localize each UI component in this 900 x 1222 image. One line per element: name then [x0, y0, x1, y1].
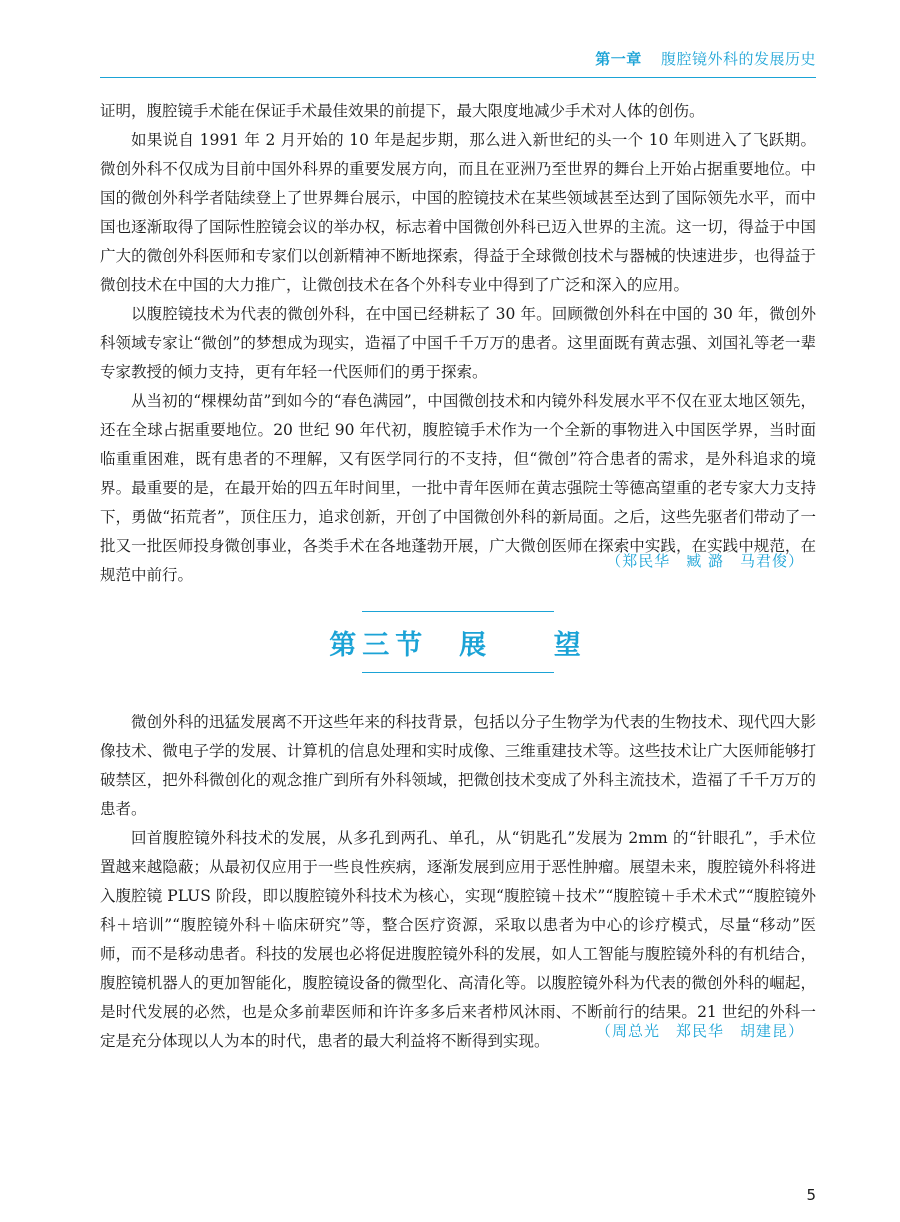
running-header: [595, 48, 816, 69]
header-rule: [100, 77, 816, 78]
author-signature: （周总光 郑民华 胡建昆）: [595, 1022, 804, 1040]
paragraph: 以腹腔镜技术为代表的微创外科，在中国已经耕耘了 30 年。回顾微创外科在中国的 30 年，微创外科领域专家让“微创”的梦想成为现实，造福了中国千千万万的患者。这里面既有黄志强、刘国礼等老一辈专家教授的倾力支持，更有年轻一代医师们的勇于探索。: [100, 305, 816, 381]
section-3-body: [100, 708, 816, 1056]
chapter-title: 腹腔镜外科的发展历史: [660, 50, 816, 68]
page-number: 5: [806, 1186, 816, 1204]
section-title: 第三节 展 望: [329, 629, 587, 661]
paragraph: 证明，腹腔镜手术能在保证手术最佳效果的前提下，最大限度地减少手术对人体的创伤。: [100, 102, 705, 120]
section-title-box: [329, 611, 587, 673]
paragraph: 从当初的“棵棵幼苗”到如今的“春色满园”，中国微创技术和内镜外科发展水平不仅在亚太地区领先，还在全球占据重要地位。20 世纪 90 年代初，腹腔镜手术作为一个全新的事物进入中国医学界，当时面临重重困难，既有患者的不理解，又有医学同行的不支持，但“微创”符合患者的需求，是外科追求的境界。最重要的是，在最开始的四五年时间里，一批中青年医师在黄志强院士等德高望重的老专家大力支持下，勇做“拓荒者”，顶住压力，追求创新，开创了中国微创外科的新局面。之后，这些先驱者们带动了一批又一批医师投身微创事业，各类手术在各地蓬勃开展，广大微创医师在探索中实践，在实践中规范，在规范中前行。: [100, 392, 816, 584]
paragraph: 回首腹腔镜外科技术的发展，从多孔到两孔、单孔，从“钥匙孔”发展为 2mm 的“针眼孔”，手术位置越来越隐蔽；从最初仅应用于一些良性疾病，逐渐发展到应用于恶性肿瘤。展望未来，腹腔镜外科将进入腹腔镜 PLUS 阶段，即以腹腔镜外科技术为核心，实现“腹腔镜＋技术”“腹腔镜＋手术术式”“腹腔镜外科＋培训”“腹腔镜外科＋临床研究”等，整合医疗资源，采取以患者为中心的诊疗模式，尽量“移动”医师，而不是移动患者。科技的发展也必将促进腹腔镜外科的发展，如人工智能与腹腔镜外科的有机结合，腹腔镜机器人的更加智能化，腹腔镜设备的微型化、高清化等。以腹腔镜外科为代表的微创外科的崛起，是时代发展的必然，也是众多前辈医师和许许多多后来者栉风沐雨、不断前行的结果。21 世纪的外科一定是充分体现以人为本的时代，患者的最大利益将不断得到实现。: [100, 829, 816, 1050]
section-1-body: [100, 97, 816, 590]
paragraph: 微创外科的迅猛发展离不开这些年来的科技背景，包括以分子生物学为代表的生物技术、现代四大影像技术、微电子学的发展、计算机的信息处理和实时成像、三维重建技术等。这些技术让广大医师能够打破禁区，把外科微创化的观念推广到所有外科领域，把微创技术变成了外科主流技术，造福了千千万万的患者。: [100, 713, 816, 818]
chapter-label: 第一章: [595, 50, 642, 68]
paragraph: 如果说自 1991 年 2 月开始的 10 年是起步期，那么进入新世纪的头一个 10 年则进入了飞跃期。微创外科不仅成为目前中国外科界的重要发展方向，而且在亚洲乃至世界的舞台上开始占据重要地位。中国的微创外科学者陆续登上了世界舞台展示，中国的腔镜技术在某些领域甚至达到了国际领先水平，而中国也逐渐取得了国际性腔镜会议的举办权，标志着中国微创外科已迈入世界的主流。这一切，得益于中国广大的微创外科医师和专家们以创新精神不断地探索，得益于全球微创技术与器械的快速进步，也得益于微创技术在中国的大力推广，让微创技术在各个外科专业中得到了广泛和深入的应用。: [100, 131, 816, 294]
author-signature: （郑民华 臧 潞 马君俊）: [606, 552, 804, 570]
